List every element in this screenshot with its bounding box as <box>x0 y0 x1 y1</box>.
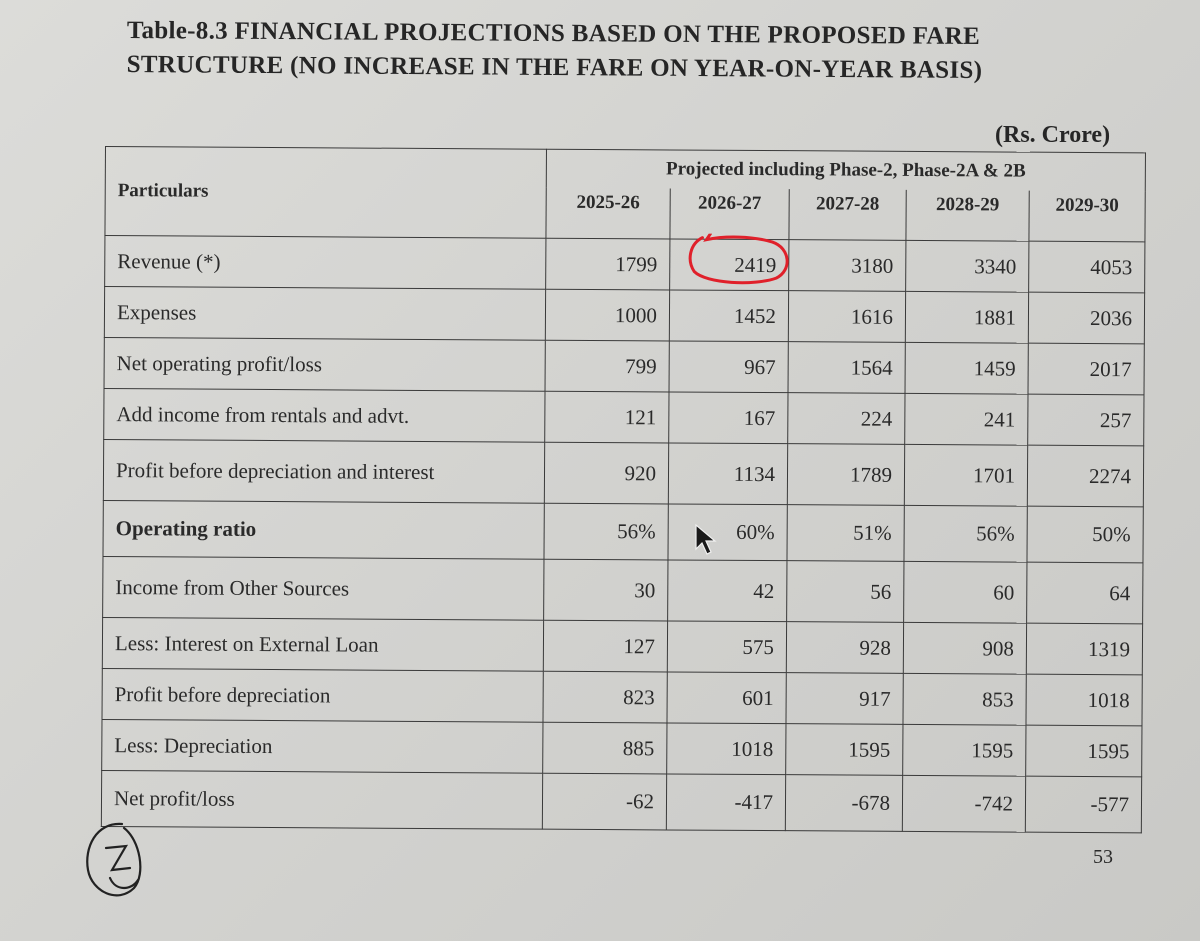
value-cell: -742 <box>902 775 1025 832</box>
table-row-interest-external-loan <box>102 617 1142 674</box>
value-cell: 601 <box>667 672 786 724</box>
value-cell: 56 <box>787 561 904 623</box>
value-cell: 1018 <box>1026 674 1142 726</box>
value-cell: 1789 <box>787 444 904 506</box>
value-cell: 1595 <box>903 724 1026 776</box>
particulars-header: Particulars <box>105 147 547 239</box>
value-cell: 30 <box>544 559 668 621</box>
row-label: Profit before depreciation and interest <box>103 439 544 503</box>
year-header-2025-26: 2025-26 <box>546 188 670 239</box>
year-header-2028-29: 2028-29 <box>906 190 1029 241</box>
value-cell: -62 <box>542 773 666 830</box>
year-header-2029-30: 2029-30 <box>1029 191 1145 242</box>
value-cell: 257 <box>1028 394 1144 446</box>
table-row-profit-before-dep <box>102 668 1142 725</box>
value-cell: -678 <box>785 775 902 832</box>
value-cell: 3340 <box>906 240 1029 292</box>
value-cell: 920 <box>544 442 668 504</box>
value-cell: 56% <box>544 503 668 560</box>
value-cell: 1701 <box>904 444 1027 506</box>
value-cell: -577 <box>1025 776 1141 833</box>
value-cell: 799 <box>545 340 669 392</box>
value-cell: 60% <box>668 504 787 561</box>
row-label: Net profit/loss <box>101 770 542 829</box>
value-cell: 908 <box>903 622 1026 674</box>
value-cell: 4053 <box>1029 241 1145 293</box>
table-row-depreciation <box>102 719 1142 776</box>
handwritten-initial <box>82 818 152 908</box>
table-row-expenses <box>104 287 1144 344</box>
value-cell: 1459 <box>905 342 1028 394</box>
table-row-profit-before-dep-interest <box>103 439 1143 506</box>
value-cell: 1319 <box>1026 623 1142 675</box>
value-cell: 1134 <box>668 443 787 505</box>
year-header-2026-27: 2026-27 <box>670 188 789 239</box>
value-cell: 823 <box>543 671 667 723</box>
row-label: Income from Other Sources <box>103 556 544 620</box>
value-cell: 1564 <box>788 342 905 394</box>
value-cell: 1616 <box>788 291 905 343</box>
value-cell: 1595 <box>786 724 903 776</box>
value-cell: 967 <box>669 341 788 393</box>
value-cell: 167 <box>669 392 788 444</box>
value-cell: 885 <box>543 722 667 774</box>
circled-value-cell <box>670 239 789 291</box>
value-cell: 42 <box>668 560 787 622</box>
value-cell: 1595 <box>1026 725 1142 777</box>
projection-group-header: Projected including Phase-2, Phase-2A & 2B <box>546 149 1145 191</box>
value-cell: -417 <box>666 774 785 831</box>
value-cell: 1000 <box>545 289 669 341</box>
value-cell: 51% <box>787 505 904 562</box>
financial-projections-table <box>101 146 1145 824</box>
value-cell: 3180 <box>789 240 906 292</box>
value-cell: 64 <box>1027 562 1143 624</box>
unit-label: (Rs. Crore) <box>995 122 1111 148</box>
value-cell: 241 <box>905 393 1028 445</box>
table-row-other-income <box>103 556 1143 623</box>
row-label: Net operating profit/loss <box>104 337 545 391</box>
year-header-2027-28: 2027-28 <box>789 189 906 240</box>
circled-value: 2419 <box>734 252 777 277</box>
value-cell: 56% <box>904 505 1027 562</box>
value-cell: 60 <box>904 561 1027 623</box>
value-cell: 928 <box>786 622 903 674</box>
value-cell: 1881 <box>905 291 1028 343</box>
value-cell: 50% <box>1027 506 1143 563</box>
value-cell: 121 <box>545 391 669 443</box>
value-cell: 2036 <box>1028 292 1144 344</box>
value-cell: 127 <box>543 620 667 672</box>
table-row-net-profit <box>101 770 1141 832</box>
table-row-net-operating <box>104 337 1144 394</box>
table-row-operating-ratio <box>103 500 1143 562</box>
table-row-rentals-income <box>104 388 1144 445</box>
row-label: Operating ratio <box>103 500 544 559</box>
row-label: Revenue (*) <box>105 236 546 290</box>
value-cell: 1018 <box>667 723 786 775</box>
value-cell: 2274 <box>1027 445 1143 507</box>
table-row-revenue <box>105 236 1145 293</box>
value-cell: 575 <box>667 621 786 673</box>
mouse-pointer-icon <box>694 523 720 557</box>
row-label: Add income from rentals and advt. <box>104 388 545 442</box>
value-cell: 853 <box>903 673 1026 725</box>
table-title: Table-8.3 FINANCIAL PROJECTIONS BASED ON THE PROPOSED FARE STRUCTURE (NO INCREASE IN THE FARE ON YEAR-ON-YEAR BASIS) <box>126 16 983 84</box>
value-cell: 1799 <box>546 238 670 290</box>
row-label: Expenses <box>104 287 545 341</box>
row-label: Less: Interest on External Loan <box>102 617 543 671</box>
row-label: Profit before depreciation <box>102 668 543 722</box>
value-cell: 2017 <box>1028 343 1144 395</box>
value-cell: 224 <box>788 393 905 445</box>
value-cell: 917 <box>786 673 903 725</box>
value-cell: 1452 <box>669 290 788 342</box>
page-number: 53 <box>1093 846 1113 868</box>
row-label: Less: Depreciation <box>102 719 543 773</box>
